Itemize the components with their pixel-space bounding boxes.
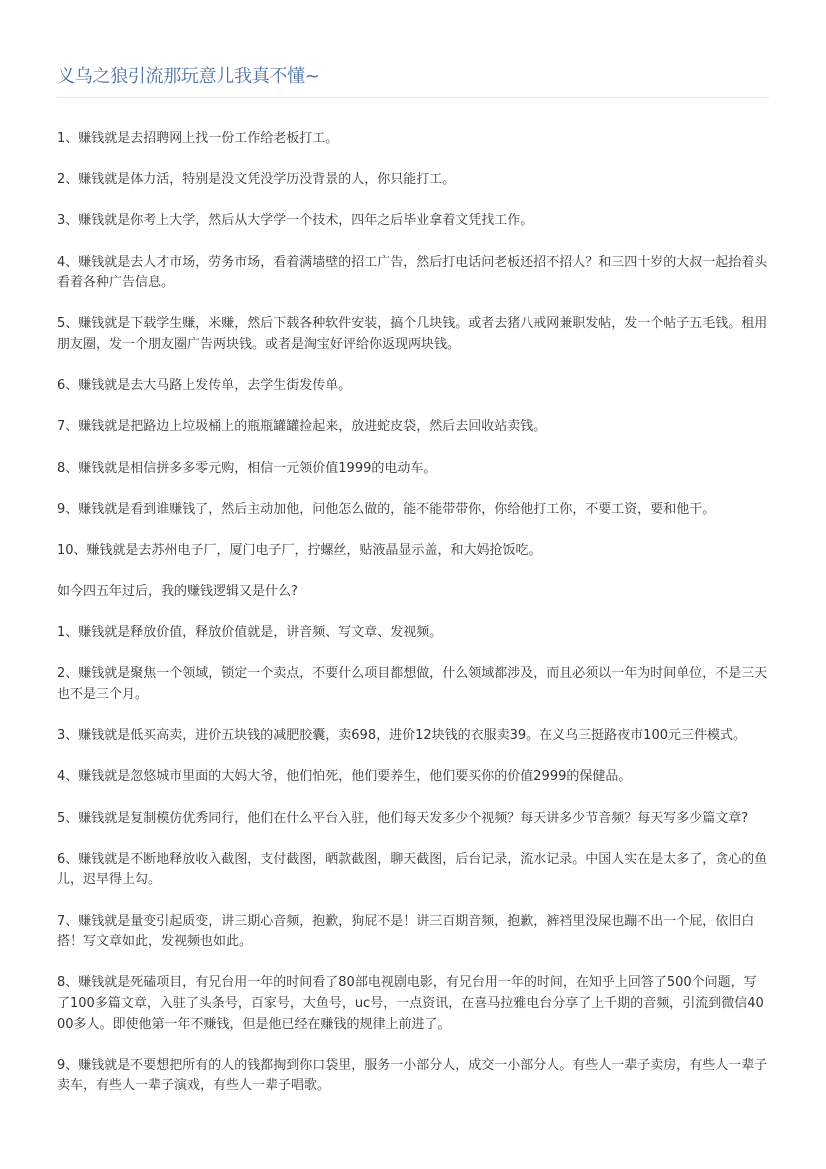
article-body bbox=[57, 129, 769, 1097]
paragraph-20: 9、赚钱就是不要想把所有的人的钱都掏到你口袋里，服务一小部分人，成交一小部分人。有些人一辈子卖房，有些人一辈子卖车，有些人一辈子演戏，有些人一辈子唱歌。 bbox=[57, 1057, 768, 1094]
paragraph-10: 10、赚钱就是去苏州电子厂，厦门电子厂，拧螺丝，贴液晶显示盖，和大妈抢饭吃。 bbox=[57, 542, 542, 558]
paragraph-16: 5、赚钱就是复制模仿优秀同行，他们在什么平台入驻，他们每天发多少个视频？每天讲多少节音频？每天写多少篇文章? bbox=[57, 810, 749, 826]
paragraph-4: 4、赚钱就是去人才市场，劳务市场，看着满墙壁的招工广告，然后打电话问老板还招不招人？和三四十岁的大叔一起抬着头看着各种广告信息。 bbox=[57, 254, 768, 291]
paragraph-6: 6、赚钱就是去大马路上发传单，去学生街发传单。 bbox=[57, 378, 352, 394]
paragraph-1: 1、赚钱就是去招聘网上找一份工作给老板打工。 bbox=[57, 131, 339, 146]
page-title: 义乌之狼引流那玩意儿我真不懂~ bbox=[57, 66, 320, 87]
title-divider bbox=[57, 97, 769, 98]
paragraph-18: 7、赚钱就是量变引起质变，讲三期心音频，抱歉，狗屁不是！讲三百期音频，抱歉，裤裆里没屎也蹦不出一个屁，依旧白搭！写文章如此，发视频也如此。 bbox=[57, 913, 755, 950]
paragraph-5: 5、赚钱就是下载学生赚，米赚，然后下载各种软件安装，搞个几块钱。或者去猪八戒网兼职发帖，发一个帖子五毛钱。租用朋友圈，发一个朋友圈广告两块钱。或者是淘宝好评给你返现两块钱。 bbox=[57, 316, 768, 352]
paragraph-3: 3、赚钱就是你考上大学，然后从大学学一个技术，四年之后毕业拿着文凭找工作。 bbox=[57, 213, 534, 229]
paragraph-14: 3、赚钱就是低买高卖，进价五块钱的减肥胶囊，卖698，进价12块钱的衣服卖39。在义乌三挺路夜市100元三件模式。 bbox=[57, 728, 746, 744]
paragraph-8: 8、赚钱就是相信拼多多零元购，相信一元领价值1999的电动车。 bbox=[57, 460, 437, 476]
paragraph-19: 8、赚钱就是死磕项目，有兄台用一年的时间看了80部电视剧电影，有兄台用一年的时间，在知乎上回答了500个问题，写了100多篇文章，入驻了头条号，百家号，大鱼号，uc号，一点资讯，在喜马拉雅电台分享了上千期的音频，引流到微信4000多人。即使他第一年不赚钱，但是他已经在赚钱的规律上前进了。 bbox=[57, 975, 764, 1032]
paragraph-15: 4、赚钱就是忽悠城市里面的大妈大爷，他们怕死，他们要养生，他们要买你的价值2999的保健品。 bbox=[57, 769, 632, 785]
paragraph-2: 2、赚钱就是体力活，特别是没文凭没学历没背景的人，你只能打工。 bbox=[57, 172, 456, 188]
paragraph-17: 6、赚钱就是不断地释放收入截图，支付截图，晒款截图，聊天截图，后台记录，流水记录。中国人实在是太多了，贪心的鱼儿，迟早得上勾。 bbox=[57, 851, 768, 888]
paragraph-13: 2、赚钱就是聚焦一个领域，锁定一个卖点，不要什么项目都想做，什么领域都涉及，而且必须以一年为时间单位，不是三天也不是三个月。 bbox=[57, 666, 768, 703]
section-question: 如今四五年过后，我的赚钱逻辑又是什么? bbox=[57, 584, 298, 600]
paragraph-7: 7、赚钱就是把路边上垃圾桶上的瓶瓶罐罐捡起来，放进蛇皮袋，然后去回收站卖钱。 bbox=[57, 419, 547, 435]
document-page bbox=[57, 0, 769, 1118]
paragraph-9: 9、赚钱就是看到谁赚钱了，然后主动加他，问他怎么做的，能不能带带你，你给他打工你，不要工资，要和他干。 bbox=[57, 501, 716, 517]
paragraph-12: 1、赚钱就是释放价值，释放价值就是，讲音频、写文章、发视频。 bbox=[57, 625, 443, 641]
